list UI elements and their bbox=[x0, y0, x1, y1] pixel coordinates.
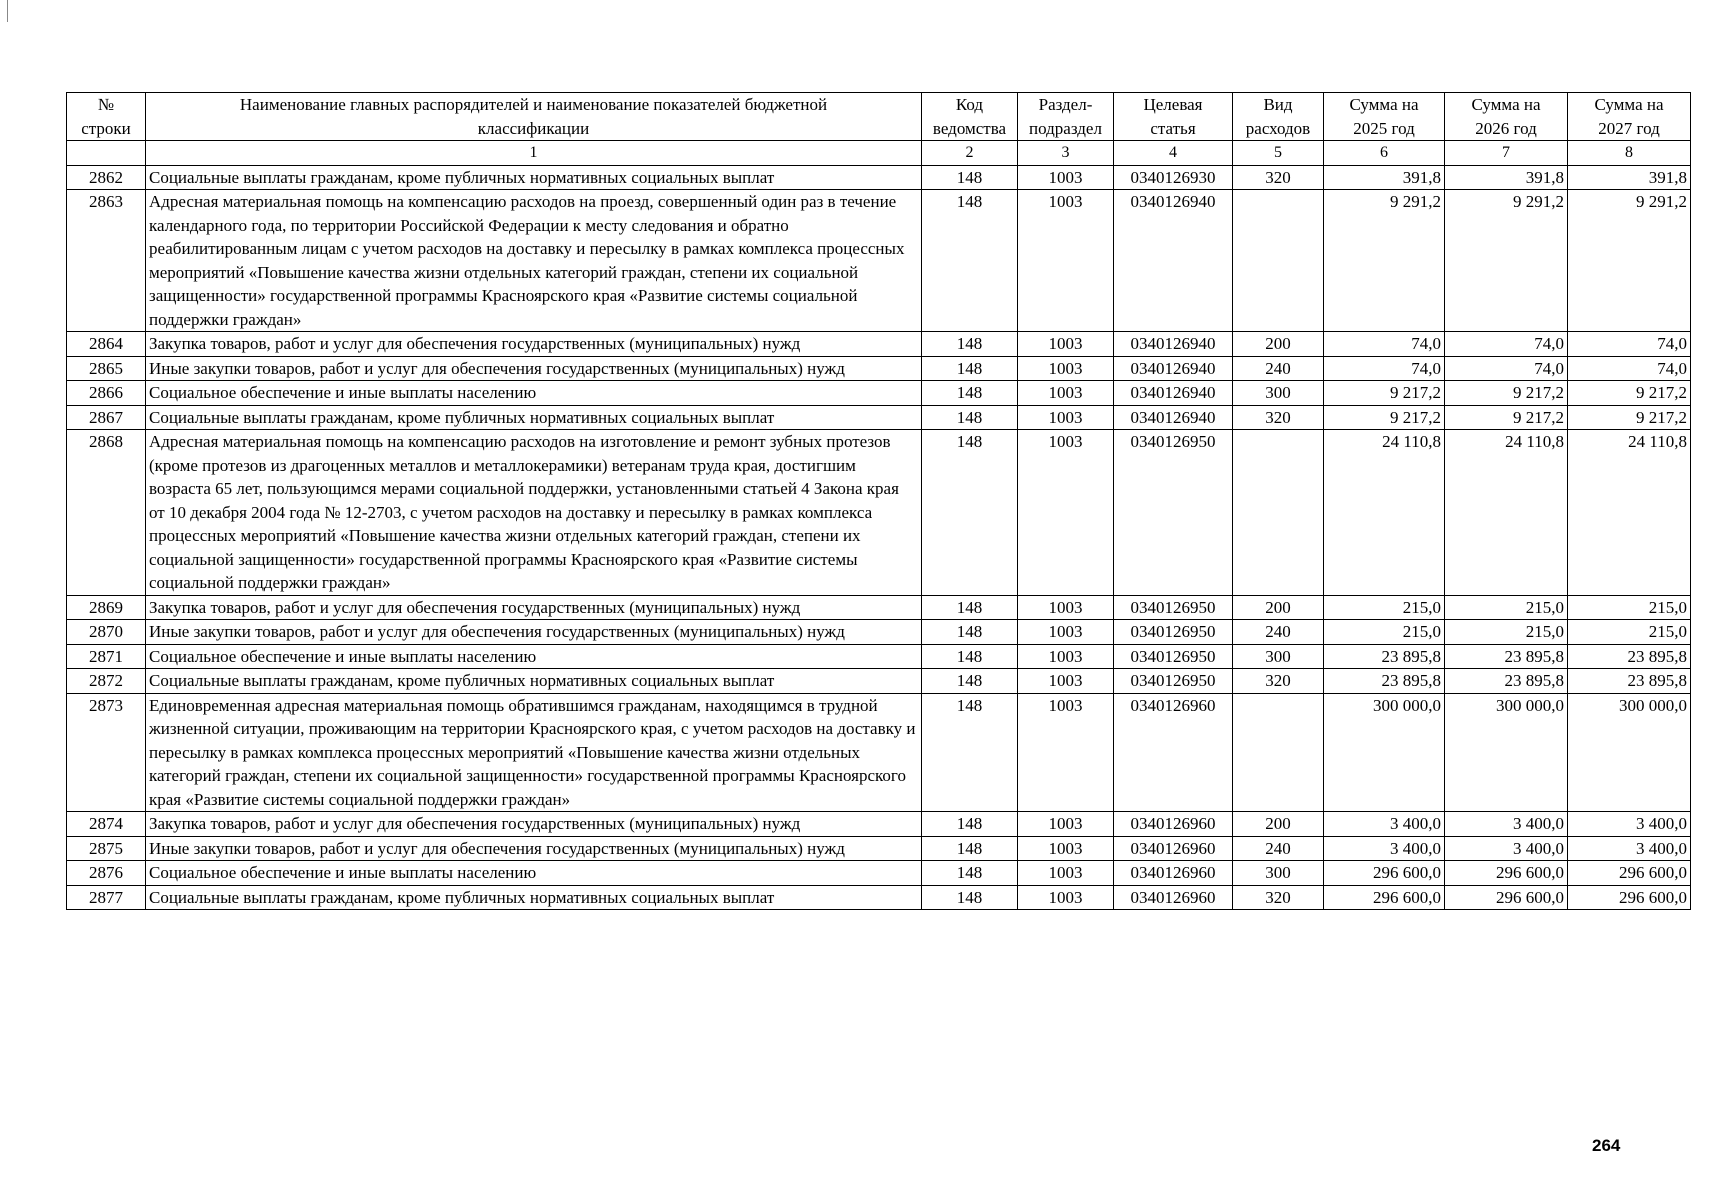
row-name: Адресная материальная помощь на компенсацию расходов на изготовление и ремонт зубных протезов (кроме протезов из драгоценных металлов и металлокерамики) ветеранам труда края, достигшим возраста 65 лет, пользующимся мерами социальной поддержки, установленными статьей 4 Закона края от 10 декабря 2004 года № 12-2703, с учетом расходов на доставку и пересылку в рамках комплекса процессных мероприятий «Повышение качества жизни отдельных категорий граждан, степени их социальной защищенности» государственной программы Красноярского края «Развитие системы социальной поддержки граждан» bbox=[146, 430, 922, 596]
row-sum-2026: 24 110,8 bbox=[1445, 430, 1568, 596]
row-target: 0340126940 bbox=[1114, 381, 1233, 406]
row-sum-2025: 9 217,2 bbox=[1324, 381, 1445, 406]
table-row bbox=[67, 405, 1691, 430]
row-target: 0340126930 bbox=[1114, 165, 1233, 190]
row-sum-2026: 300 000,0 bbox=[1445, 693, 1568, 812]
row-sum-2026: 74,0 bbox=[1445, 332, 1568, 357]
row-number: 2865 bbox=[67, 356, 146, 381]
row-sum-2025: 391,8 bbox=[1324, 165, 1445, 190]
header-code: Код ведомства bbox=[922, 93, 1018, 141]
row-sum-2026: 215,0 bbox=[1445, 595, 1568, 620]
row-code: 148 bbox=[922, 644, 1018, 669]
row-section: 1003 bbox=[1018, 812, 1114, 837]
row-section: 1003 bbox=[1018, 885, 1114, 910]
row-section: 1003 bbox=[1018, 165, 1114, 190]
row-section: 1003 bbox=[1018, 595, 1114, 620]
row-section: 1003 bbox=[1018, 332, 1114, 357]
row-sum-2026: 74,0 bbox=[1445, 356, 1568, 381]
row-section: 1003 bbox=[1018, 405, 1114, 430]
row-sum-2025: 74,0 bbox=[1324, 332, 1445, 357]
row-kind: 200 bbox=[1233, 812, 1324, 837]
row-name: Социальное обеспечение и иные выплаты населению bbox=[146, 381, 922, 406]
row-code: 148 bbox=[922, 836, 1018, 861]
row-number: 2866 bbox=[67, 381, 146, 406]
row-section: 1003 bbox=[1018, 381, 1114, 406]
row-target: 0340126940 bbox=[1114, 190, 1233, 332]
row-sum-2025: 296 600,0 bbox=[1324, 861, 1445, 886]
table-row bbox=[67, 836, 1691, 861]
column-number bbox=[67, 141, 146, 166]
row-target: 0340126950 bbox=[1114, 595, 1233, 620]
row-kind: 240 bbox=[1233, 620, 1324, 645]
column-number: 2 bbox=[922, 141, 1018, 166]
row-kind: 320 bbox=[1233, 405, 1324, 430]
row-number: 2874 bbox=[67, 812, 146, 837]
row-name: Закупка товаров, работ и услуг для обеспечения государственных (муниципальных) нужд bbox=[146, 595, 922, 620]
row-number: 2862 bbox=[67, 165, 146, 190]
table-row bbox=[67, 644, 1691, 669]
row-section: 1003 bbox=[1018, 861, 1114, 886]
row-code: 148 bbox=[922, 430, 1018, 596]
row-kind: 320 bbox=[1233, 669, 1324, 694]
row-sum-2025: 23 895,8 bbox=[1324, 644, 1445, 669]
row-target: 0340126950 bbox=[1114, 620, 1233, 645]
row-target: 0340126960 bbox=[1114, 693, 1233, 812]
row-sum-2027: 74,0 bbox=[1568, 356, 1691, 381]
table-row bbox=[67, 190, 1691, 332]
column-number: 7 bbox=[1445, 141, 1568, 166]
header-row bbox=[67, 93, 1691, 141]
row-sum-2025: 9 291,2 bbox=[1324, 190, 1445, 332]
row-sum-2026: 9 291,2 bbox=[1445, 190, 1568, 332]
row-kind bbox=[1233, 693, 1324, 812]
row-kind: 300 bbox=[1233, 861, 1324, 886]
row-sum-2027: 24 110,8 bbox=[1568, 430, 1691, 596]
row-sum-2026: 391,8 bbox=[1445, 165, 1568, 190]
row-kind bbox=[1233, 430, 1324, 596]
row-code: 148 bbox=[922, 861, 1018, 886]
row-sum-2027: 23 895,8 bbox=[1568, 644, 1691, 669]
row-sum-2027: 74,0 bbox=[1568, 332, 1691, 357]
row-name: Закупка товаров, работ и услуг для обеспечения государственных (муниципальных) нужд bbox=[146, 812, 922, 837]
row-sum-2027: 9 217,2 bbox=[1568, 381, 1691, 406]
column-number: 4 bbox=[1114, 141, 1233, 166]
row-kind: 200 bbox=[1233, 332, 1324, 357]
row-name: Социальные выплаты гражданам, кроме публичных нормативных социальных выплат bbox=[146, 165, 922, 190]
table-row bbox=[67, 885, 1691, 910]
row-section: 1003 bbox=[1018, 356, 1114, 381]
column-number: 8 bbox=[1568, 141, 1691, 166]
table-row bbox=[67, 595, 1691, 620]
row-section: 1003 bbox=[1018, 430, 1114, 596]
row-sum-2026: 215,0 bbox=[1445, 620, 1568, 645]
header-sum-2027: Сумма на 2027 год bbox=[1568, 93, 1691, 141]
row-sum-2026: 296 600,0 bbox=[1445, 885, 1568, 910]
row-target: 0340126960 bbox=[1114, 861, 1233, 886]
table-row bbox=[67, 356, 1691, 381]
row-target: 0340126950 bbox=[1114, 430, 1233, 596]
row-name: Иные закупки товаров, работ и услуг для обеспечения государственных (муниципальных) нужд bbox=[146, 836, 922, 861]
table-row bbox=[67, 861, 1691, 886]
row-target: 0340126940 bbox=[1114, 405, 1233, 430]
row-code: 148 bbox=[922, 405, 1018, 430]
row-code: 148 bbox=[922, 165, 1018, 190]
row-sum-2026: 3 400,0 bbox=[1445, 836, 1568, 861]
row-number: 2868 bbox=[67, 430, 146, 596]
row-name: Социальные выплаты гражданам, кроме публичных нормативных социальных выплат bbox=[146, 885, 922, 910]
row-target: 0340126940 bbox=[1114, 356, 1233, 381]
row-sum-2027: 296 600,0 bbox=[1568, 885, 1691, 910]
column-number: 3 bbox=[1018, 141, 1114, 166]
row-sum-2025: 300 000,0 bbox=[1324, 693, 1445, 812]
row-section: 1003 bbox=[1018, 644, 1114, 669]
row-number: 2869 bbox=[67, 595, 146, 620]
row-target: 0340126940 bbox=[1114, 332, 1233, 357]
row-section: 1003 bbox=[1018, 190, 1114, 332]
row-sum-2025: 74,0 bbox=[1324, 356, 1445, 381]
row-code: 148 bbox=[922, 332, 1018, 357]
row-target: 0340126950 bbox=[1114, 669, 1233, 694]
row-sum-2027: 215,0 bbox=[1568, 595, 1691, 620]
row-number: 2875 bbox=[67, 836, 146, 861]
row-number: 2872 bbox=[67, 669, 146, 694]
row-kind: 240 bbox=[1233, 356, 1324, 381]
row-sum-2027: 3 400,0 bbox=[1568, 836, 1691, 861]
row-number: 2873 bbox=[67, 693, 146, 812]
row-sum-2027: 215,0 bbox=[1568, 620, 1691, 645]
row-section: 1003 bbox=[1018, 620, 1114, 645]
header-target: Целевая статья bbox=[1114, 93, 1233, 141]
row-sum-2026: 9 217,2 bbox=[1445, 405, 1568, 430]
row-sum-2025: 9 217,2 bbox=[1324, 405, 1445, 430]
row-sum-2025: 3 400,0 bbox=[1324, 812, 1445, 837]
row-sum-2026: 9 217,2 bbox=[1445, 381, 1568, 406]
table-row bbox=[67, 812, 1691, 837]
table-row bbox=[67, 430, 1691, 596]
table-row bbox=[67, 669, 1691, 694]
row-sum-2025: 215,0 bbox=[1324, 620, 1445, 645]
row-name: Адресная материальная помощь на компенсацию расходов на проезд, совершенный один раз в течение календарного года, по территории Российской Федерации к месту следования и обратно реабилитированным лицам с учетом расходов на доставку и пересылку в рамках комплекса процессных мероприятий «Повышение качества жизни отдельных категорий граждан, степени их социальной защищенности» государственной программы Красноярского края «Развитие системы социальной поддержки граждан» bbox=[146, 190, 922, 332]
row-sum-2026: 23 895,8 bbox=[1445, 644, 1568, 669]
row-name: Социальное обеспечение и иные выплаты населению bbox=[146, 644, 922, 669]
table-row bbox=[67, 620, 1691, 645]
header-sum-2026: Сумма на 2026 год bbox=[1445, 93, 1568, 141]
header-num: № строки bbox=[67, 93, 146, 141]
row-sum-2025: 24 110,8 bbox=[1324, 430, 1445, 596]
row-name: Иные закупки товаров, работ и услуг для обеспечения государственных (муниципальных) нужд bbox=[146, 356, 922, 381]
row-kind: 240 bbox=[1233, 836, 1324, 861]
page-number: 264 bbox=[1592, 1136, 1621, 1155]
row-number: 2864 bbox=[67, 332, 146, 357]
row-section: 1003 bbox=[1018, 669, 1114, 694]
budget-table bbox=[66, 92, 1691, 910]
header-section: Раздел- подраздел bbox=[1018, 93, 1114, 141]
row-number: 2867 bbox=[67, 405, 146, 430]
row-sum-2026: 296 600,0 bbox=[1445, 861, 1568, 886]
row-kind: 320 bbox=[1233, 165, 1324, 190]
table-row bbox=[67, 693, 1691, 812]
row-code: 148 bbox=[922, 812, 1018, 837]
table-row bbox=[67, 381, 1691, 406]
row-sum-2027: 300 000,0 bbox=[1568, 693, 1691, 812]
row-target: 0340126960 bbox=[1114, 836, 1233, 861]
row-sum-2027: 9 291,2 bbox=[1568, 190, 1691, 332]
header-sum-2025: Сумма на 2025 год bbox=[1324, 93, 1445, 141]
row-kind: 300 bbox=[1233, 381, 1324, 406]
row-code: 148 bbox=[922, 595, 1018, 620]
row-sum-2027: 23 895,8 bbox=[1568, 669, 1691, 694]
row-sum-2027: 9 217,2 bbox=[1568, 405, 1691, 430]
row-code: 148 bbox=[922, 885, 1018, 910]
column-number: 1 bbox=[146, 141, 922, 166]
row-sum-2025: 215,0 bbox=[1324, 595, 1445, 620]
row-number: 2876 bbox=[67, 861, 146, 886]
row-sum-2027: 391,8 bbox=[1568, 165, 1691, 190]
row-name: Иные закупки товаров, работ и услуг для обеспечения государственных (муниципальных) нужд bbox=[146, 620, 922, 645]
column-number: 6 bbox=[1324, 141, 1445, 166]
row-sum-2025: 23 895,8 bbox=[1324, 669, 1445, 694]
row-code: 148 bbox=[922, 381, 1018, 406]
row-code: 148 bbox=[922, 693, 1018, 812]
row-target: 0340126960 bbox=[1114, 885, 1233, 910]
row-kind: 300 bbox=[1233, 644, 1324, 669]
row-sum-2027: 3 400,0 bbox=[1568, 812, 1691, 837]
column-number-row bbox=[67, 141, 1691, 166]
row-target: 0340126950 bbox=[1114, 644, 1233, 669]
header-name: Наименование главных распорядителей и наименование показателей бюджетной классификации bbox=[146, 93, 922, 141]
row-name: Социальные выплаты гражданам, кроме публичных нормативных социальных выплат bbox=[146, 669, 922, 694]
column-number: 5 bbox=[1233, 141, 1324, 166]
row-name: Закупка товаров, работ и услуг для обеспечения государственных (муниципальных) нужд bbox=[146, 332, 922, 357]
row-section: 1003 bbox=[1018, 693, 1114, 812]
row-section: 1003 bbox=[1018, 836, 1114, 861]
header-kind: Вид расходов bbox=[1233, 93, 1324, 141]
row-sum-2026: 3 400,0 bbox=[1445, 812, 1568, 837]
row-sum-2026: 23 895,8 bbox=[1445, 669, 1568, 694]
row-kind bbox=[1233, 190, 1324, 332]
row-number: 2863 bbox=[67, 190, 146, 332]
row-code: 148 bbox=[922, 620, 1018, 645]
row-code: 148 bbox=[922, 190, 1018, 332]
table-row bbox=[67, 332, 1691, 357]
row-number: 2871 bbox=[67, 644, 146, 669]
row-number: 2870 bbox=[67, 620, 146, 645]
row-number: 2877 bbox=[67, 885, 146, 910]
row-code: 148 bbox=[922, 669, 1018, 694]
row-target: 0340126960 bbox=[1114, 812, 1233, 837]
row-code: 148 bbox=[922, 356, 1018, 381]
table-row bbox=[67, 165, 1691, 190]
row-kind: 320 bbox=[1233, 885, 1324, 910]
row-name: Социальное обеспечение и иные выплаты населению bbox=[146, 861, 922, 886]
scan-edge-mark bbox=[7, 0, 8, 22]
row-name: Единовременная адресная материальная помощь обратившимся гражданам, находящимся в трудной жизненной ситуации, проживающим на территории Красноярского края, с учетом расходов на доставку и пересылку в рамках комплекса процессных мероприятий «Повышение качества жизни отдельных категорий граждан, степени их социальной защищенности» государственной программы Красноярского края «Развитие системы социальной поддержки граждан» bbox=[146, 693, 922, 812]
row-kind: 200 bbox=[1233, 595, 1324, 620]
row-sum-2025: 3 400,0 bbox=[1324, 836, 1445, 861]
row-sum-2025: 296 600,0 bbox=[1324, 885, 1445, 910]
row-name: Социальные выплаты гражданам, кроме публичных нормативных социальных выплат bbox=[146, 405, 922, 430]
row-sum-2027: 296 600,0 bbox=[1568, 861, 1691, 886]
